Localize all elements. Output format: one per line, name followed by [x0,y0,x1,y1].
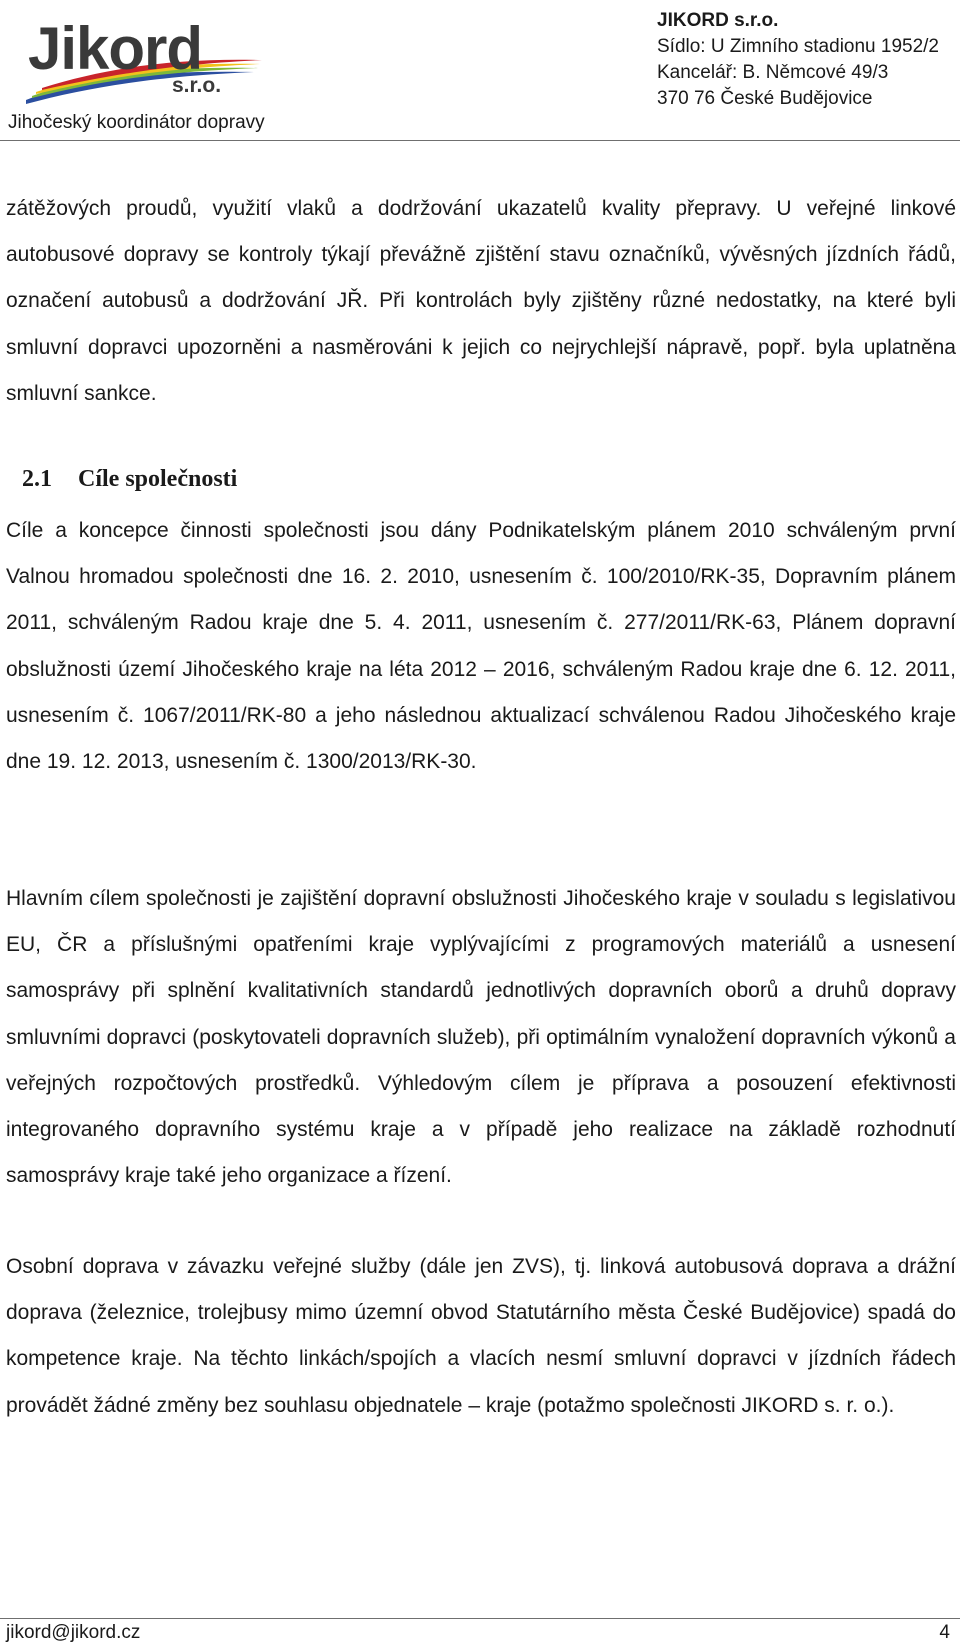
company-address-block [657,8,939,112]
footer-divider [0,1618,960,1619]
logo-wordmark: Jikord [28,15,203,82]
company-tagline: Jihočeský koordinátor dopravy [8,112,265,133]
logo-suffix: s.r.o. [172,74,222,97]
header-divider [0,140,960,141]
section-title: Cíle společnosti [78,466,238,492]
paragraph-goals-concept: Cíle a koncepce činnosti společnosti jsou dány Podnikatelským plánem 2010 schváleným první Valnou hromadou společnosti dne 16. 2. 2010, usnesením č. 100/2010/RK-35, Dopravním plánem 2011, schváleným Radou kraje dne 5. 4. 2011, usnesením č. 277/2011/RK-63, Plánem dopravní obslužnosti území Jihočeského kraje na léta 2012 – 2016, schváleným Radou kraje dne 6. 12. 2011, usnesením č. 1067/2011/RK-80 a jeho následnou aktualizací schválenou Radou Jihočeského kraje dne 19. 12. 2013, usnesením č. 1300/2013/RK-30. [6,519,956,774]
footer-email[interactable]: jikord@jikord.cz [6,1622,141,1643]
jikord-logo [22,14,252,106]
paragraph-main-goal: Hlavním cílem společnosti je zajištění dopravní obslužnosti Jihočeského kraje v souladu s legislativou EU, ČR a příslušnými opatřeními kraje vyplývajícími z programových materiálů a usnesení samosprávy při splnění kvalitativních standardů jednotlivých dopravních oborů a druhů dopravy smluvními dopravci (poskytovateli dopravních služeb), při optimálním vynaložení dopravních výkonů a veřejných rozpočtových prostředků. Výhledovým cílem je příprava a posouzení efektivnosti integrovaného dopravního systému kraje a v případě jeho realizace na základě rozhodnutí samosprávy kraje také jeho organizace a řízení. [6,887,956,1188]
section-number: 2.1 [22,466,52,492]
section-heading [22,466,237,493]
page-header [0,0,960,142]
page-number: 4 [939,1622,950,1643]
company-name: JIKORD s.r.o. [657,10,779,31]
address-office: Kancelář: B. Němcové 49/3 [657,62,889,83]
paragraph-continued: zátěžových proudů, využití vlaků a dodržování ukazatelů kvality přepravy. U veřejné linkové autobusové dopravy se kontroly týkají převážně zjištění stavu označníků, vývěsných jízdních řádů, označení autobusů a dodržování JŘ. Při kontrolách byly zjištěny různé nedostatky, na které byli smluvní dopravci upozorněni a nasměrováni k jejich co nejrychlejší nápravě, popř. byla uplatněna smluvní sankce. [6,197,956,405]
address-city: 370 76 České Budějovice [657,88,873,109]
address-seat: Sídlo: U Zimního stadionu 1952/2 [657,36,940,57]
paragraph-public-service: Osobní doprava v závazku veřejné služby (dále jen ZVS), tj. linková autobusová doprava a drážní doprava (železnice, trolejbusy mimo územní obvod Statutárního města České Budějovice) spadá do kompetence kraje. Na těchto linkách/spojích a vlacích nesmí smluvní dopravci v jízdních řádech provádět žádné změny bez souhlasu objednatele – kraje (potažmo společnosti JIKORD s. r. o.). [6,1255,956,1417]
